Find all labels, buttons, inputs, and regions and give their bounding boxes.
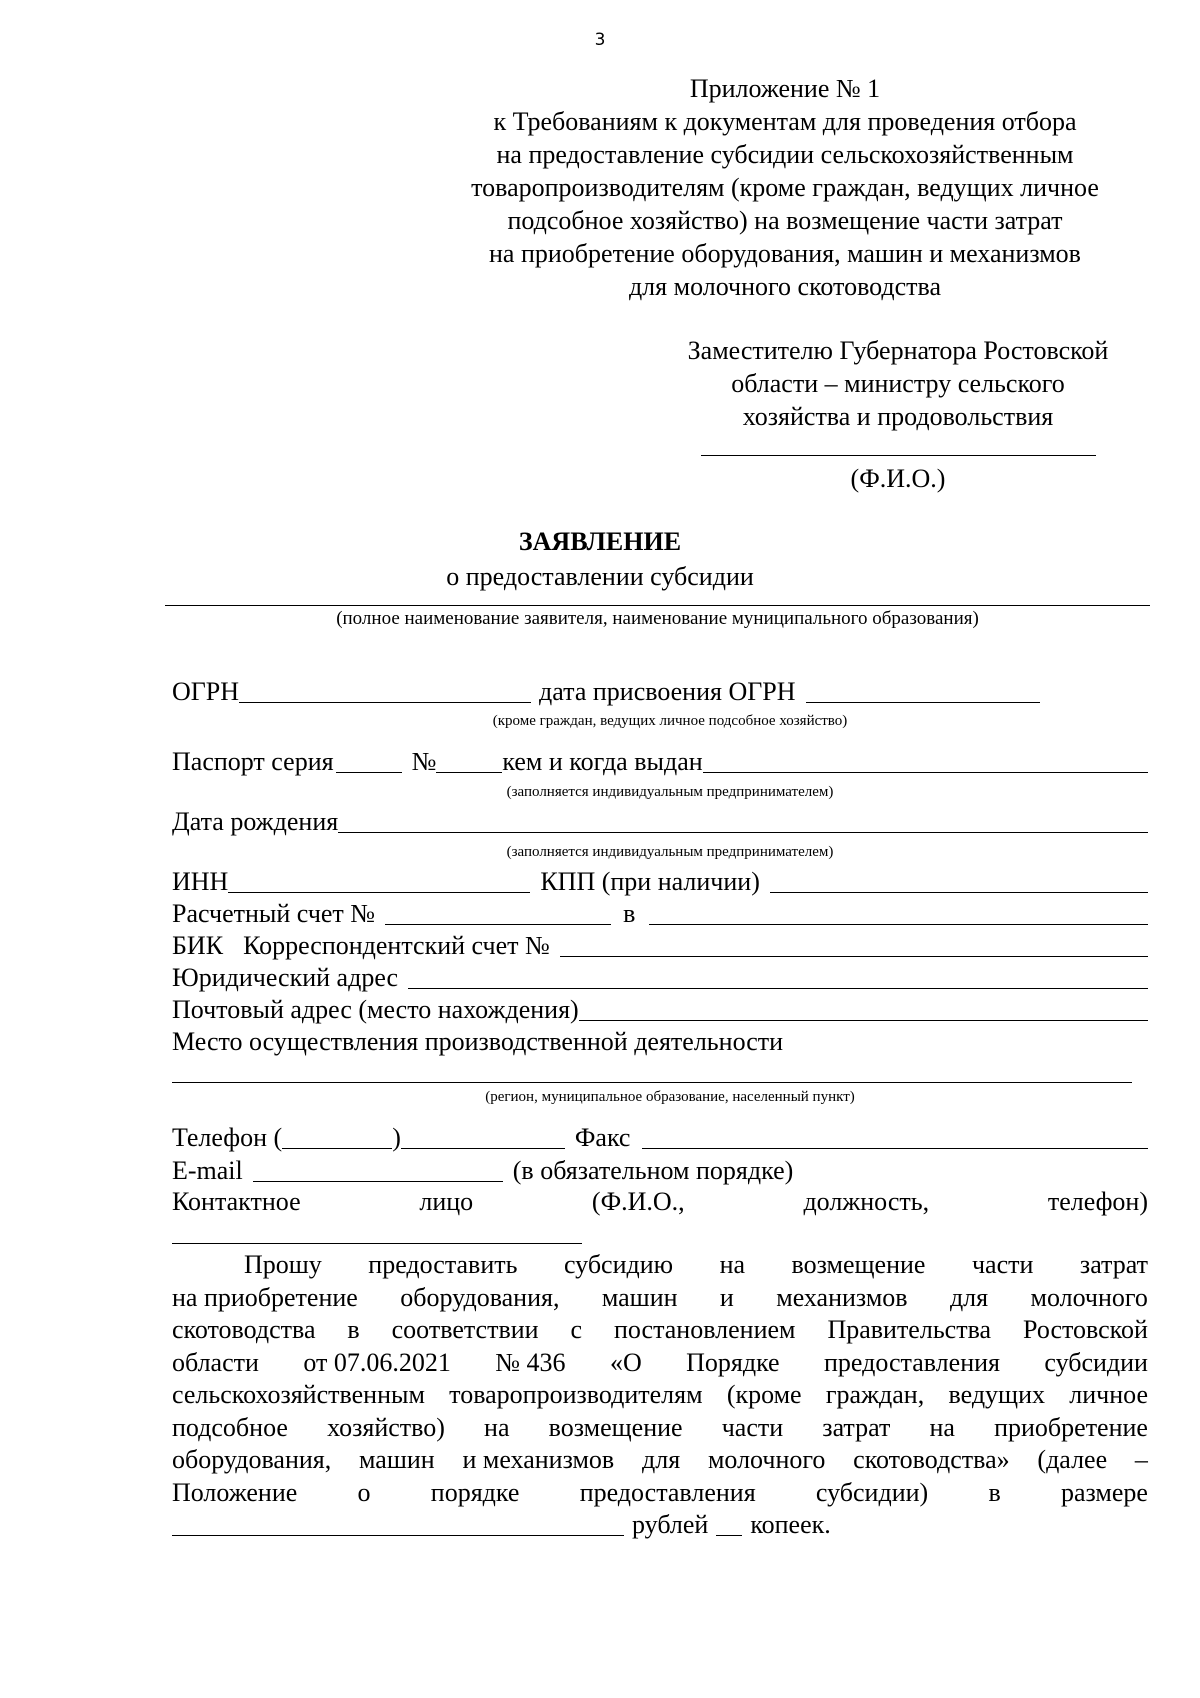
paragraph-word: Ростовской xyxy=(1023,1315,1148,1344)
inn-blank[interactable] xyxy=(228,892,530,893)
fax-label: Факс xyxy=(574,1123,631,1152)
passport-issued-blank[interactable] xyxy=(703,772,1148,773)
paragraph-word: машин xyxy=(359,1445,435,1474)
paragraph-word: в xyxy=(988,1477,1001,1507)
paragraph-word: субсидию xyxy=(563,1250,674,1279)
paragraph-word: возмещение xyxy=(791,1250,926,1279)
paragraph-word: (кроме xyxy=(726,1380,802,1409)
paragraph-word: от 07.06.2021 xyxy=(303,1347,451,1377)
postal-address-label: Почтовый адрес (место нахождения) xyxy=(172,995,579,1024)
paragraph-word: молочного xyxy=(707,1445,826,1474)
birth-date-label: Дата рождения xyxy=(172,807,339,836)
paragraph-word: личное xyxy=(1069,1380,1148,1409)
rubles-label: рублей xyxy=(632,1510,709,1539)
email-blank[interactable] xyxy=(253,1181,503,1182)
appendix-line: для молочного скотоводства xyxy=(628,272,942,301)
appendix-line: к Требованиям к документам для проведения отбора xyxy=(493,107,1077,136)
account-bank-label: в xyxy=(623,899,636,928)
paragraph-word: затрат xyxy=(822,1412,891,1442)
appendix-line: на предоставление субсидии сельскохозяйственным xyxy=(496,140,1074,169)
paragraph-word: части xyxy=(971,1250,1034,1279)
birth-date-blank[interactable] xyxy=(338,832,1148,833)
appendix-line: товаропроизводителям (кроме граждан, ведущих личное xyxy=(471,173,1099,202)
passport-number-blank[interactable] xyxy=(436,772,502,773)
paragraph-word: – xyxy=(1134,1445,1148,1474)
paragraph-word: субсидии xyxy=(1044,1347,1148,1377)
email-label: E-mail xyxy=(172,1156,243,1185)
applicant-name-caption: (полное наименование заявителя, наименование муниципального образования) xyxy=(336,608,979,629)
ogrn-note: (кроме граждан, ведущих личное подсобное хозяйство) xyxy=(492,713,848,729)
paragraph-word: постановлением xyxy=(613,1315,796,1344)
phone-fax-row xyxy=(172,1122,1148,1154)
document-subtitle: о предоставлении субсидии xyxy=(446,562,754,591)
paragraph-word: ведущих xyxy=(948,1380,1045,1409)
paragraph-word: оборудования, xyxy=(172,1445,332,1474)
paragraph-line xyxy=(172,1412,1148,1445)
paragraph-word: порядке xyxy=(430,1477,520,1507)
postal-address-row xyxy=(172,994,1148,1026)
request-paragraph xyxy=(172,1249,1148,1509)
inn-kpp-row xyxy=(172,866,1148,898)
phone-label: Телефон ( xyxy=(172,1123,283,1152)
contact-word: лицо xyxy=(419,1187,474,1216)
kpp-blank[interactable] xyxy=(770,892,1148,893)
paragraph-word: подсобное xyxy=(172,1412,288,1442)
paragraph-word: скотоводства xyxy=(172,1315,316,1344)
paragraph-word: товаропроизводителям xyxy=(449,1380,703,1409)
activity-place-row xyxy=(172,1026,1148,1058)
ogrn-row xyxy=(172,676,1148,708)
passport-row xyxy=(172,746,1148,778)
ogrn-blank[interactable] xyxy=(239,702,531,703)
birth-date-note: (заполняется индивидуальным предпринимателем) xyxy=(506,844,834,860)
paragraph-word: соответствии xyxy=(391,1315,539,1344)
amount-row xyxy=(172,1509,1148,1541)
paragraph-word: молочного xyxy=(1030,1282,1148,1312)
paragraph-word: предоставления xyxy=(824,1347,1000,1377)
paragraph-word: № 436 xyxy=(495,1347,566,1377)
postal-address-blank[interactable] xyxy=(579,1020,1148,1021)
paragraph-word: сельскохозяйственным xyxy=(172,1380,425,1409)
bik-label: БИК xyxy=(172,931,224,960)
paragraph-word: на xyxy=(484,1412,510,1442)
appendix-header xyxy=(440,72,1130,303)
paragraph-word: предоставления xyxy=(579,1477,756,1507)
paragraph-word: субсидии) xyxy=(815,1477,929,1507)
paragraph-word: предоставить xyxy=(368,1250,518,1279)
paragraph-word: Положение xyxy=(172,1477,298,1507)
phone-code-blank[interactable] xyxy=(282,1148,392,1149)
paragraph-word: «О xyxy=(609,1347,642,1377)
kopecks-label: копеек. xyxy=(750,1510,831,1539)
paragraph-word: Прошу xyxy=(244,1250,322,1279)
contact-word: должность, xyxy=(803,1187,930,1216)
paragraph-word: размере xyxy=(1060,1477,1148,1507)
paragraph-line xyxy=(172,1282,1148,1315)
contact-person-blank[interactable] xyxy=(172,1243,582,1244)
paragraph-word: затрат xyxy=(1079,1250,1148,1279)
ogrn-date-label: дата присвоения ОГРН xyxy=(539,677,796,706)
activity-place-label: Место осуществления производственной деятельности xyxy=(172,1027,784,1056)
addressee-line: хозяйства и продовольствия xyxy=(742,402,1054,431)
paragraph-word: хозяйство) xyxy=(327,1412,445,1442)
amount-kopecks-blank[interactable] xyxy=(716,1535,742,1536)
paragraph-word: на приобретение xyxy=(172,1282,358,1312)
addressee-line: области – министру сельского xyxy=(731,369,1065,398)
legal-address-blank[interactable] xyxy=(408,988,1148,989)
paragraph-word: скотоводства» xyxy=(853,1445,1010,1474)
inn-label: ИНН xyxy=(172,867,229,896)
paragraph-word: о xyxy=(357,1477,371,1507)
paragraph-word: на xyxy=(929,1412,955,1442)
page-number: 3 xyxy=(594,30,606,50)
legal-address-row xyxy=(172,962,1148,994)
paragraph-word: (далее xyxy=(1037,1445,1108,1474)
passport-number-label: № xyxy=(411,747,437,776)
paragraph-word: Правительства xyxy=(827,1315,992,1344)
account-row xyxy=(172,898,1148,930)
paragraph-word: механизмов xyxy=(776,1282,908,1312)
legal-address-label: Юридический адрес xyxy=(172,963,399,992)
account-label: Расчетный счет № xyxy=(172,899,376,928)
account-blank[interactable] xyxy=(385,924,611,925)
addressee-fio-blank[interactable] xyxy=(701,433,1096,456)
email-note: (в обязательном порядке) xyxy=(512,1156,794,1185)
paragraph-line xyxy=(172,1249,1148,1282)
paragraph-word: и механизмов xyxy=(462,1445,615,1474)
paragraph-line xyxy=(172,1347,1148,1380)
paragraph-line xyxy=(172,1314,1148,1347)
paragraph-line xyxy=(172,1444,1148,1477)
account-bank-blank[interactable] xyxy=(649,924,1148,925)
paragraph-line xyxy=(172,1477,1148,1510)
paragraph-word: в xyxy=(347,1315,360,1344)
corr-account-label: Корреспондентский счет № xyxy=(243,931,550,960)
paragraph-word: и xyxy=(719,1282,734,1312)
appendix-line: Приложение № 1 xyxy=(689,74,881,103)
bik-row xyxy=(172,930,1148,962)
paragraph-word: граждан, xyxy=(825,1380,925,1409)
paragraph-word: части xyxy=(721,1412,784,1442)
appendix-line: подсобное хозяйство) на возмещение части затрат xyxy=(507,206,1063,235)
amount-rubles-blank[interactable] xyxy=(172,1535,624,1536)
paragraph-word: Порядке xyxy=(686,1347,780,1377)
paragraph-word: на xyxy=(719,1250,746,1279)
paragraph-word: для xyxy=(642,1445,681,1474)
activity-place-note: (регион, муниципальное образование, населенный пункт) xyxy=(485,1089,855,1105)
appendix-line: на приобретение оборудования, машин и механизмов xyxy=(489,239,1081,268)
paragraph-line xyxy=(172,1379,1148,1412)
passport-series-blank[interactable] xyxy=(336,772,402,773)
document-title: ЗАЯВЛЕНИЕ xyxy=(518,527,682,556)
corr-account-blank[interactable] xyxy=(560,956,1148,957)
email-row xyxy=(172,1155,1148,1187)
kpp-label: КПП (при наличии) xyxy=(540,867,760,896)
phone-paren-close: ) xyxy=(392,1123,401,1152)
contact-word: телефон) xyxy=(1047,1187,1148,1216)
paragraph-word: с xyxy=(570,1315,583,1344)
passport-series-label: Паспорт серия xyxy=(172,747,334,776)
passport-note: (заполняется индивидуальным предпринимателем) xyxy=(506,784,834,800)
ogrn-label: ОГРН xyxy=(172,677,240,706)
addressee-fio-caption: (Ф.И.О.) xyxy=(850,464,946,493)
passport-issued-label: кем и когда выдан xyxy=(502,747,703,776)
paragraph-word: возмещение xyxy=(548,1412,683,1442)
paragraph-word: приобретение xyxy=(994,1412,1148,1442)
applicant-name-blank[interactable] xyxy=(165,605,1150,606)
paragraph-word: для xyxy=(949,1282,989,1312)
paragraph-word: оборудования, xyxy=(400,1282,560,1312)
contact-person-row xyxy=(172,1186,1148,1218)
fax-blank[interactable] xyxy=(642,1148,1148,1149)
birth-date-row xyxy=(172,806,1148,838)
addressee-block xyxy=(658,334,1138,495)
activity-place-blank[interactable] xyxy=(172,1082,1132,1083)
paragraph-word: машин xyxy=(601,1282,678,1312)
contact-word: Контактное xyxy=(172,1187,301,1216)
addressee-line: Заместителю Губернатора Ростовской xyxy=(687,336,1109,365)
paragraph-word: области xyxy=(172,1347,259,1377)
phone-number-blank[interactable] xyxy=(401,1148,565,1149)
ogrn-date-blank[interactable] xyxy=(806,702,1040,703)
contact-word: (Ф.И.О., xyxy=(591,1187,685,1216)
